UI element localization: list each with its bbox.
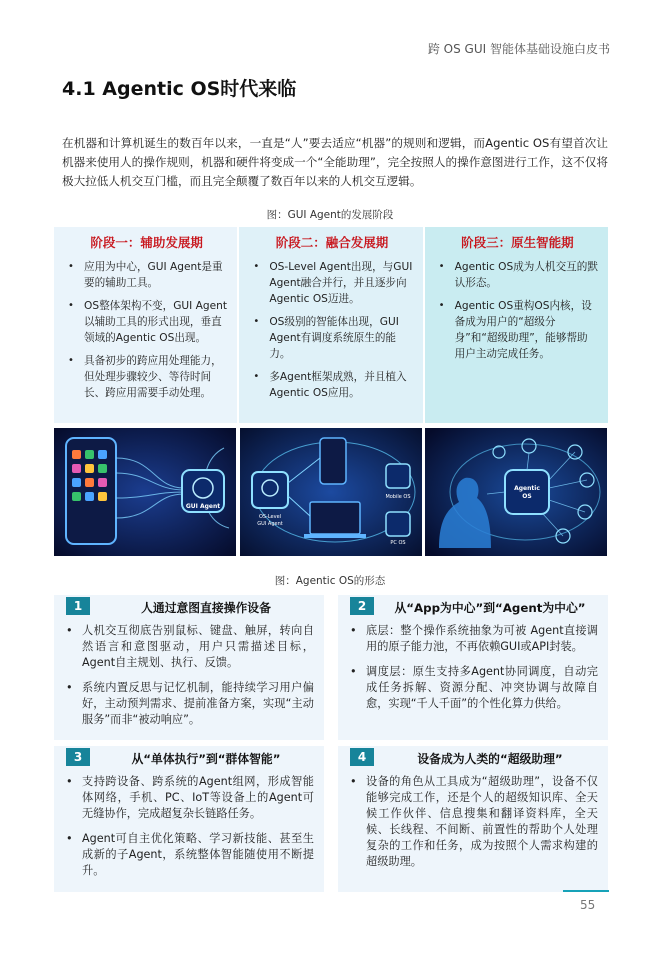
figure-caption-forms: 图：Agentic OS的形态 bbox=[274, 575, 386, 587]
stage-bullet: • OS整体架构不变，GUI Agent以辅助工具的形式出现，垂直领域的Agentic OS出现。 bbox=[66, 298, 227, 346]
intro-paragraph: 在机器和计算机诞生的数百年以来，一直是“人”要去适应“机器”的规则和逻辑，而Agentic OS有望首次让机器来使用人的操作规则，机器和硬件将变成一个“全能助理”，完全按照人的操作意图进行工作，这不仅将极大拉低人机交互门槛，而且完全颠覆了数百年以来的人机交互逻辑。 bbox=[62, 136, 608, 188]
stage-3 bbox=[425, 227, 608, 423]
card-4 bbox=[338, 746, 608, 892]
card-bullet: • 系统内置反思与记忆机制，能持续学习用户偏好，主动预判需求、提前准备方案，实现“主动服务”而非“被动响应”。 bbox=[64, 680, 314, 728]
illustration-gui-agent bbox=[54, 428, 237, 556]
illustration-label: Mobile OS bbox=[385, 494, 411, 500]
card-number-badge: 2 bbox=[350, 597, 374, 615]
illustration-label: Agentic bbox=[514, 485, 541, 492]
illustration-label: OS-Level bbox=[258, 514, 281, 520]
illustration-os-level-agent bbox=[240, 428, 423, 556]
illustration-label: PC OS bbox=[390, 540, 406, 546]
phone-icon bbox=[320, 438, 346, 484]
card-number-badge: 1 bbox=[66, 597, 90, 615]
stage-title: 阶段三：原生智能期 bbox=[461, 235, 574, 250]
illustration-label: GUI Agent bbox=[256, 521, 283, 527]
stage-2 bbox=[239, 227, 422, 423]
card-bullet: • 底层：整个操作系统抽象为可被 Agent直接调用的原子能力池，不再依赖GUI或API封装。 bbox=[348, 623, 598, 655]
card-bullet: • 设备的角色从工具成为“超级助理”，设备不仅能够完成工作，还是个人的超级知识库、全天候工作伙伴、信息搜集和翻译资料库，全天候、长线程、不间断、前置性的帮助个人处理复杂的工作和任务，成为按照个人需求构建的超级助理。 bbox=[348, 774, 598, 870]
card-number-badge: 4 bbox=[350, 748, 374, 766]
document-header-title: 跨 OS GUI 智能体基础设施白皮书 bbox=[427, 42, 610, 56]
stage-bullet: • Agentic OS重构OS内核，设备成为用户的“超级分身”和“超级助理”，能够帮助用户主动完成任务。 bbox=[437, 298, 598, 362]
stage-1 bbox=[54, 227, 237, 423]
card-bullet: • Agent可自主优化策略、学习新技能、甚至生成新的子Agent，系统整体智能随使用不断提升。 bbox=[64, 831, 314, 879]
brain-chip-icon bbox=[505, 470, 549, 514]
stage-bullet: • 具备初步的跨应用处理能力，但处理步骤较少、等待时间长、跨应用需要手动处理。 bbox=[66, 353, 227, 401]
section-title: 4.1 Agentic OS时代来临 bbox=[62, 78, 297, 100]
page-number-rule bbox=[563, 890, 609, 892]
brain-chip-icon bbox=[252, 472, 288, 508]
laptop-icon bbox=[310, 502, 360, 534]
stage-bullet: • 应用为中心，GUI Agent是重要的辅助工具。 bbox=[66, 259, 227, 291]
card-title: 从“App为中心”到“Agent为中心” bbox=[394, 601, 586, 615]
stage-bullet: • OS级别的智能体出现，GUI Agent有调度系统原生的能力。 bbox=[251, 314, 412, 362]
card-bullet: • 支持跨设备、跨系统的Agent组网，形成智能体网络，手机、PC、IoT等设备上的Agent可无缝协作，完成超复杂长链路任务。 bbox=[64, 774, 314, 822]
card-2 bbox=[338, 595, 608, 740]
stages-panel bbox=[54, 227, 608, 423]
illustration-label: GUI Agent bbox=[185, 503, 221, 510]
chip-icon bbox=[386, 464, 410, 488]
card-bullet: • 人机交互彻底告别鼠标、键盘、触屏，转向自然语言和意图驱动，用户只需描述目标，Agent自主规划、执行、反馈。 bbox=[64, 623, 314, 671]
card-1 bbox=[54, 595, 324, 740]
chip-icon bbox=[386, 512, 410, 536]
card-3 bbox=[54, 746, 324, 892]
card-title: 从“单体执行”到“群体智能” bbox=[131, 752, 281, 766]
card-bullet: • 调度层：原生支持多Agent协同调度，自动完成任务拆解、资源分配、冲突协调与故障自愈，实现“千人千面”的个性化算力供给。 bbox=[348, 664, 598, 712]
stage-title: 阶段二：融合发展期 bbox=[275, 235, 389, 250]
stage-bullet: • 多Agent框架成熟，并且植入Agentic OS应用。 bbox=[251, 369, 412, 401]
stage-bullet: • OS-Level Agent出现，与GUI Agent融合并行，并且逐步向Agentic OS迈进。 bbox=[251, 259, 412, 307]
card-title: 设备成为人类的“超级助理” bbox=[417, 752, 563, 766]
stage-illustrations bbox=[54, 428, 608, 556]
figure-caption-stages: 图：GUI Agent的发展阶段 bbox=[266, 209, 394, 221]
stage-bullet: • Agentic OS成为人机交互的默认形态。 bbox=[437, 259, 598, 291]
illustration-label: OS bbox=[522, 493, 533, 500]
stage-title: 阶段一：辅助发展期 bbox=[90, 235, 203, 250]
card-title: 人通过意图直接操作设备 bbox=[141, 601, 271, 615]
card-number-badge: 3 bbox=[66, 748, 90, 766]
illustration-agentic-os bbox=[425, 428, 608, 556]
page-number: 55 bbox=[580, 898, 596, 912]
